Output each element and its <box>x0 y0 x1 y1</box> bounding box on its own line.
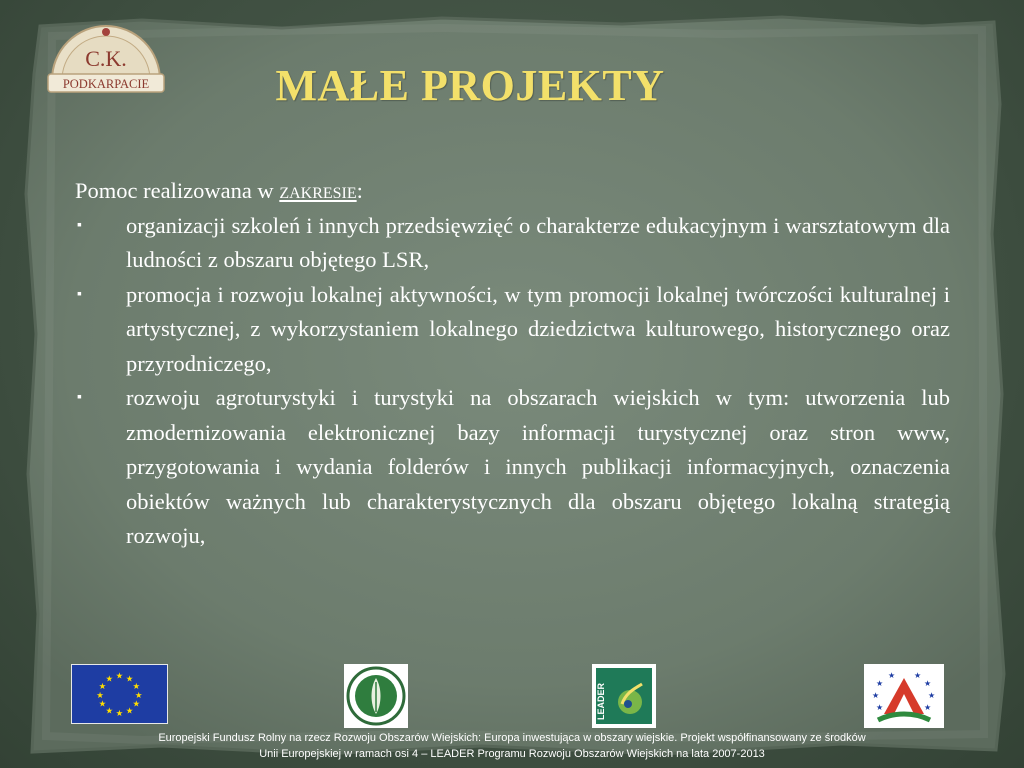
svg-text:★: ★ <box>125 673 134 684</box>
svg-text:★: ★ <box>98 698 107 709</box>
slide-content <box>75 174 950 554</box>
svg-text:★: ★ <box>96 689 105 700</box>
svg-text:★: ★ <box>134 689 143 700</box>
bullet-list <box>75 209 950 554</box>
svg-text:★: ★ <box>105 705 114 716</box>
svg-text:★: ★ <box>115 708 124 719</box>
svg-text:★: ★ <box>924 703 932 712</box>
bullet-square-icon: ▪ <box>77 390 82 405</box>
svg-text:★: ★ <box>132 698 141 709</box>
list-item <box>75 278 950 382</box>
svg-text:★: ★ <box>928 691 936 700</box>
svg-text:★: ★ <box>876 703 884 712</box>
eu-flag-icon <box>71 664 168 724</box>
svg-text:★: ★ <box>105 673 114 684</box>
list-item-text: organizacji szkoleń i innych przedsięwzięć o charakterze edukacyjnym i warsztatowym dla ludności z obszaru objętego LSR, <box>126 212 950 272</box>
svg-text:★: ★ <box>115 670 124 681</box>
intro-keyword: zakresie <box>279 178 357 203</box>
svg-text:★: ★ <box>876 679 884 688</box>
footer-line-1: Europejski Fundusz Rolny na rzecz Rozwoju Obszarów Wiejskich: Europa inwestująca w obszary wiejskie. Projekt współfinansowany ze środków <box>158 732 866 744</box>
footer-line-2: Unii Europejskiej w ramach osi 4 – LEADER Programu Rozwoju Obszarów Wiejskich na lata 2007-2013 <box>259 748 765 760</box>
footer-note <box>40 730 984 762</box>
svg-text:★: ★ <box>914 671 922 680</box>
list-item <box>75 209 950 278</box>
rural-development-program-logo <box>864 664 944 728</box>
bullet-square-icon: ▪ <box>77 286 82 302</box>
svg-text:★: ★ <box>98 681 107 692</box>
intro-prefix: Pomoc realizowana w <box>75 178 280 203</box>
svg-text:★: ★ <box>125 705 134 716</box>
sponsor-logos <box>0 660 1024 730</box>
logo-initials: C.K. <box>85 46 127 71</box>
bullet-square-icon: ▪ <box>77 217 82 233</box>
intro-line <box>75 174 950 209</box>
list-item-text: rozwoju agroturystyki i turystyki na obszarach wiejskich w tym: utworzenia lub zmodernizowania elektronicznej bazy informacji turystycznej oraz stron www, przygotowania i wydania folderów i innych publikacji informacyjnych, oznaczenia obiektów ważnych lub charakterystycznych dla obszaru objętego lokalną strategią rozwoju, <box>126 385 950 548</box>
ministry-agriculture-logo <box>344 664 408 728</box>
svg-text:★: ★ <box>872 691 880 700</box>
leader-logo <box>592 664 656 728</box>
list-item <box>75 381 950 554</box>
leader-label: LEADER <box>596 682 606 720</box>
svg-text:★: ★ <box>888 671 896 680</box>
intro-suffix: : <box>356 178 363 203</box>
logo-region: PODKARPACIE <box>62 77 150 91</box>
slide-title: MAŁE PROJEKTY <box>275 61 665 110</box>
svg-text:★: ★ <box>924 679 932 688</box>
list-item-text: promocja i rozwoju lokalnej aktywności, w tym promocji lokalnej twórczości kulturalnej i artystycznej, z wykorzystaniem lokalnego dziedzictwa kulturowego, historycznego oraz przyrodniczego, <box>126 281 950 376</box>
svg-text:★: ★ <box>132 681 141 692</box>
